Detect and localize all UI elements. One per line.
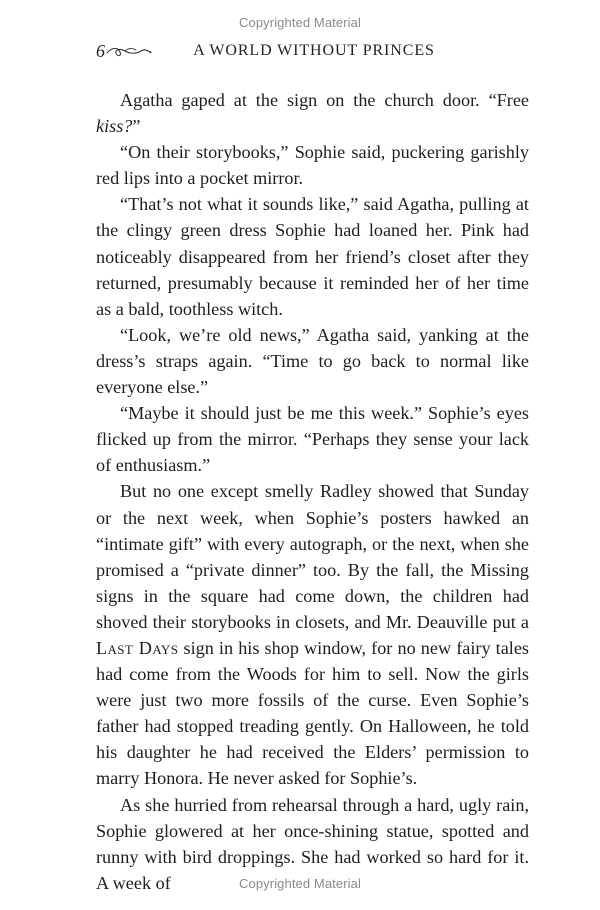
body-text (96, 87, 529, 896)
paragraph: “Look, we’re old news,” Agatha said, yanking at the dress’s straps again. “Time to go back to normal like everyone else.” (96, 324, 529, 398)
paragraph: “On their storybooks,” Sophie said, puckering garishly red lips into a pocket mirror. (96, 142, 529, 189)
paragraph: But no one except smelly Radley showed that Sunday or the next week, when Sophie’s posters hawked an “intimate gift” with every autograph, or the next, when she promised a “private dinner” too. By the fall, the Missing signs in the square had come down, the children had shoved their storybooks in closets, and Mr. Deauville put a Last Days sign in his shop window, for no new fairy tales had come from the Woods for him to sell. Now the girls were just two more fossils of the curse. Even Sophie’s father had stopped treading gently. On Halloween, he told his daughter he had received the Elders’ permission to marry Honora. He never asked for Sophie’s. (96, 481, 530, 789)
copyright-watermark-bottom: Copyrighted Material (239, 876, 361, 891)
running-title: A WORLD WITHOUT PRINCES (193, 42, 435, 59)
paragraph: “Maybe it should just be me this week.” Sophie’s eyes flicked up from the mirror. “Perhaps they sense your lack of enthusiasm.” (96, 403, 529, 476)
running-header (96, 41, 532, 63)
paragraph: As she hurried from rehearsal through a hard, ugly rain, Sophie glowered at her once-shining statue, spotted and runny with bird droppings. She had worked so hard for it. A week of (96, 794, 529, 893)
paragraph: “That’s not what it sounds like,” said Agatha, pulling at the clingy green dress Sophie had loaned her. Pink had noticeably disappeared from her friend’s closet after they returned, presumably because it reminded her of her time as a bald, toothless witch. (96, 194, 529, 319)
emphasis: kiss? (96, 116, 133, 137)
paragraph: Agatha gaped at the sign on the church door. “Free kiss?” (96, 90, 529, 137)
copyright-watermark-top: Copyrighted Material (239, 15, 361, 30)
small-caps-text: Last Days (96, 637, 179, 658)
page-number: 6 (96, 41, 105, 61)
